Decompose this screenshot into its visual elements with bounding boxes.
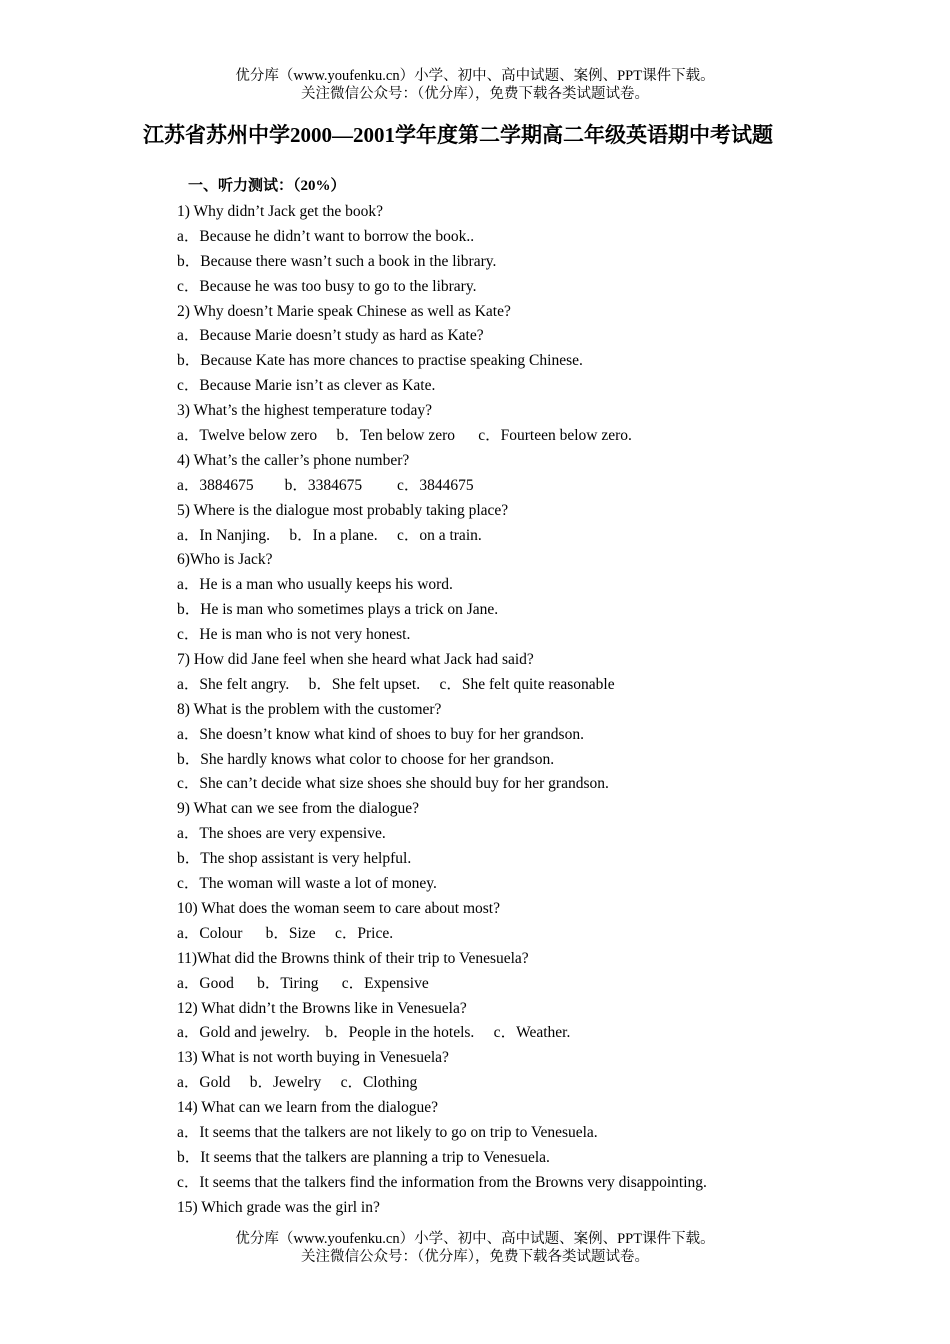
header-line-1: 优分库（www.youfenku.cn）小学、初中、高中试题、案例、PPT课件下载。 (235, 68, 715, 84)
section-heading-listening: 一、听力测试：（20%） (188, 178, 346, 194)
question-line: 7) How did Jane feel when she heard what Jack had said? (177, 651, 534, 669)
answer-option-line: c．Because he was too busy to go to the library. (177, 277, 477, 295)
question-line: 11)What did the Browns think of their trip to Venesuela? (177, 949, 529, 967)
question-line: 1) Why didn’t Jack get the book? (177, 203, 384, 220)
answer-option-line: b．It seems that the talkers are planning a trip to Venesuela. (177, 1148, 550, 1166)
question-line: 13) What is not worth buying in Venesuela? (177, 1049, 449, 1067)
answer-option-line: b．Because there wasn’t such a book in the library. (177, 252, 497, 270)
answer-option-line: a．It seems that the talkers are not likely to go on trip to Venesuela. (177, 1123, 598, 1141)
question-line: 6)Who is Jack? (177, 551, 273, 569)
answer-option-line: a．Good b．Tiring c．Expensive (177, 974, 429, 992)
answer-option-line: a．She felt angry. b．She felt upset. c．She felt quite reasonable (177, 675, 615, 693)
answer-option-line: c．The woman will waste a lot of money. (177, 875, 437, 893)
footer-line-2: 关注微信公众号：（优分库），免费下载各类试题试卷。 (301, 1249, 649, 1265)
question-line: 5) Where is the dialogue most probably taking place? (177, 501, 509, 519)
question-line: 12) What didn’t the Browns like in Venesuela? (177, 999, 467, 1017)
answer-option-line: a．Because he didn’t want to borrow the book.. (177, 227, 475, 245)
answer-option-line: b．She hardly knows what color to choose for her grandson. (177, 750, 555, 768)
question-line: 3) What’s the highest temperature today? (177, 402, 432, 420)
answer-option-line: a．He is a man who usually keeps his word. (177, 576, 453, 594)
question-list (177, 200, 877, 1221)
question-line: 9) What can we see from the dialogue? (177, 800, 420, 818)
answer-option-line: b．He is man who sometimes plays a trick on Jane. (177, 601, 499, 619)
answer-option-line: a．Gold and jewelry. b．People in the hotels. c．Weather. (177, 1024, 571, 1042)
page-footer (0, 1230, 950, 1266)
answer-option-line: a．3884675 b．3384675 c．3844675 (177, 476, 474, 494)
answer-option-line: b．Because Kate has more chances to practise speaking Chinese. (177, 352, 583, 370)
question-line: 4) What’s the caller’s phone number? (177, 451, 410, 469)
answer-option-line: a．In Nanjing. b．In a plane. c．on a train. (177, 526, 482, 544)
answer-option-line: a．The shoes are very expensive. (177, 825, 386, 843)
answer-option-line: b．The shop assistant is very helpful. (177, 850, 412, 868)
question-line: 2) Why doesn’t Marie speak Chinese as well as Kate? (177, 302, 511, 320)
answer-option-line: a．Because Marie doesn’t study as hard as Kate? (177, 327, 484, 345)
answer-option-line: a．Gold b．Jewelry c．Clothing (177, 1074, 418, 1092)
header-line-2: 关注微信公众号：（优分库），免费下载各类试题试卷。 (301, 86, 649, 102)
answer-option-line: c．He is man who is not very honest. (177, 626, 411, 644)
answer-option-line: a．Colour b．Size c．Price. (177, 924, 394, 942)
answer-option-line: c．It seems that the talkers find the information from the Browns very disappointing. (177, 1173, 707, 1191)
answer-option-line: a．Twelve below zero b．Ten below zero c．Fourteen below zero. (177, 427, 632, 445)
question-line: 8) What is the problem with the customer? (177, 700, 442, 718)
document-title: 江苏省苏州中学2000—2001学年度第二学期高二年级英语期中考试题 (143, 123, 773, 147)
question-line: 14) What can we learn from the dialogue? (177, 1099, 438, 1117)
question-line: 15) Which grade was the girl in? (177, 1198, 380, 1216)
answer-option-line: c．Because Marie isn’t as clever as Kate. (177, 377, 436, 395)
answer-option-line: a．She doesn’t know what kind of shoes to buy for her grandson. (177, 725, 584, 743)
footer-line-1: 优分库（www.youfenku.cn）小学、初中、高中试题、案例、PPT课件下载。 (235, 1231, 715, 1247)
answer-option-line: c．She can’t decide what size shoes she should buy for her grandson. (177, 775, 609, 793)
page-header (0, 67, 950, 103)
question-line: 10) What does the woman seem to care about most? (177, 899, 500, 917)
